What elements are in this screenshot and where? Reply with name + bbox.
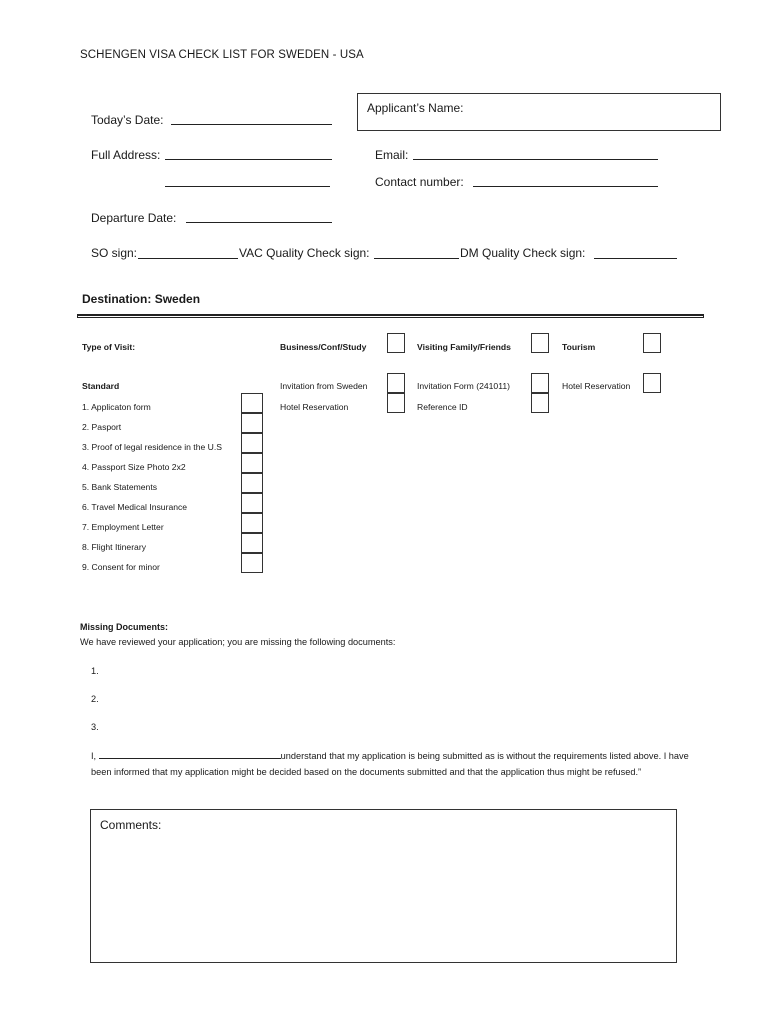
business-invitation-checkbox[interactable] (387, 373, 405, 393)
tourism-checkbox[interactable] (643, 333, 661, 353)
full-address-label: Full Address: (91, 148, 161, 162)
standard-item: 9. Consent for minor (82, 562, 160, 572)
email-label: Email: (375, 148, 409, 162)
email-field[interactable] (413, 159, 658, 160)
departure-date-label: Departure Date: (91, 211, 177, 225)
section-divider (77, 314, 704, 318)
standard-checkbox[interactable] (241, 413, 263, 433)
vac-sign-field[interactable] (374, 258, 459, 259)
declaration (91, 749, 691, 780)
family-reference-checkbox[interactable] (531, 393, 549, 413)
page-title: SCHENGEN VISA CHECK LIST FOR SWEDEN - USA (80, 49, 364, 61)
standard-item: 1. Applicaton form (82, 402, 151, 412)
declaration-name-field[interactable] (99, 749, 281, 759)
declaration-prefix: I, (91, 751, 97, 761)
destination-value: Sweden (154, 292, 201, 306)
standard-item: 8. Flight Itinerary (82, 542, 146, 552)
standard-checkbox[interactable] (241, 493, 263, 513)
standard-item: 4. Passport Size Photo 2x2 (82, 462, 186, 472)
full-address-field-line1[interactable] (165, 159, 332, 160)
standard-checkbox[interactable] (241, 453, 263, 473)
standard-checkbox[interactable] (241, 473, 263, 493)
contact-number-field[interactable] (473, 186, 658, 187)
missing-item-number: 1. (91, 666, 99, 676)
family-invitation-checkbox[interactable] (531, 373, 549, 393)
missing-item-number: 3. (91, 722, 99, 732)
standard-item: 6. Travel Medical Insurance (82, 502, 188, 512)
dm-sign-field[interactable] (594, 258, 677, 259)
destination-label: Destination: (82, 292, 152, 306)
declaration-text: understand that my application is being submitted as is without the requirements listed above. I have been informed that my application might be decided based on the documents submitted and that the application thus might be refused.” (91, 751, 689, 777)
comments-label: Comments: (100, 818, 162, 832)
tourism-hotel-checkbox[interactable] (643, 373, 661, 393)
comments-box[interactable] (90, 809, 677, 963)
so-sign-field[interactable] (138, 258, 238, 259)
family-req-reference-id: Reference ID (417, 402, 468, 412)
visit-option-tourism: Tourism (562, 342, 596, 352)
business-req-invitation: Invitation from Sweden (280, 381, 368, 391)
standard-item: 3. Proof of legal residence in the U.S (82, 442, 222, 452)
todays-date-label: Today’s Date: (91, 113, 164, 127)
standard-item: 2. Pasport (82, 422, 122, 432)
contact-number-label: Contact number: (375, 175, 464, 189)
family-checkbox[interactable] (531, 333, 549, 353)
business-hotel-checkbox[interactable] (387, 393, 405, 413)
visit-option-business: Business/Conf/Study (280, 342, 367, 352)
vac-sign-label: VAC Quality Check sign: (239, 246, 370, 260)
family-req-invitation-form: Invitation Form (241011) (417, 381, 510, 391)
standard-label: Standard (82, 381, 120, 391)
standard-checkbox[interactable] (241, 553, 263, 573)
standard-checkbox[interactable] (241, 433, 263, 453)
destination-row (82, 292, 200, 306)
type-of-visit-label: Type of Visit: (82, 342, 136, 352)
standard-checkbox[interactable] (241, 513, 263, 533)
standard-item: 5. Bank Statements (82, 482, 157, 492)
tourism-req-hotel: Hotel Reservation (562, 381, 631, 391)
standard-item: 7. Employment Letter (82, 522, 164, 532)
dm-sign-label: DM Quality Check sign: (460, 246, 586, 260)
full-address-field-line2[interactable] (165, 186, 330, 187)
departure-date-field[interactable] (186, 222, 332, 223)
so-sign-label: SO sign: (91, 246, 138, 260)
standard-checkbox[interactable] (241, 533, 263, 553)
applicant-name-label: Applicant’s Name: (367, 101, 464, 115)
standard-checkbox[interactable] (241, 393, 263, 413)
business-req-hotel: Hotel Reservation (280, 402, 349, 412)
business-checkbox[interactable] (387, 333, 405, 353)
missing-documents-heading: Missing Documents: (80, 622, 169, 632)
applicant-name-box[interactable] (357, 93, 721, 131)
todays-date-field[interactable] (171, 124, 332, 125)
missing-item-number: 2. (91, 694, 99, 704)
missing-documents-text: We have reviewed your application; you are missing the following documents: (80, 637, 396, 647)
visit-option-family: Visiting Family/Friends (417, 342, 511, 352)
